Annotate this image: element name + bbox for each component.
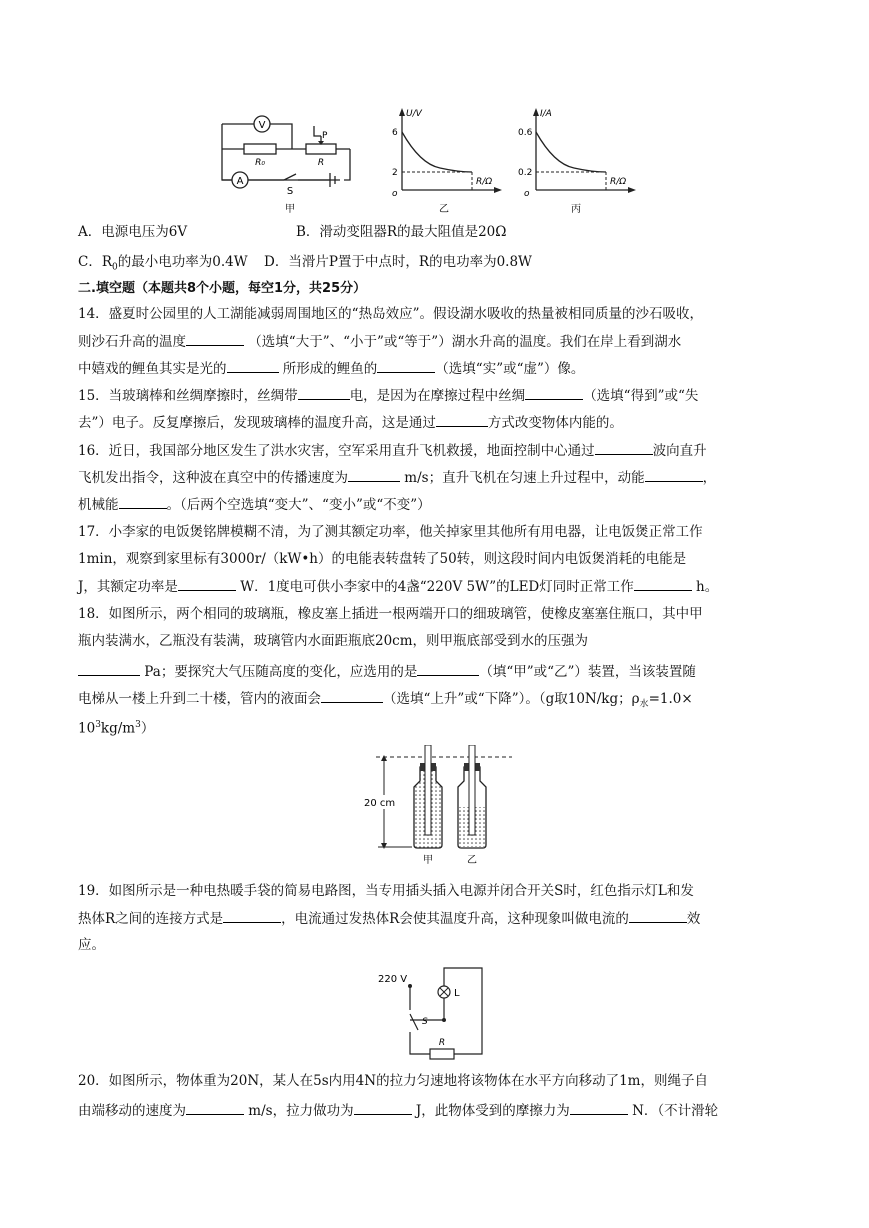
q17-line-1: 17．小李家的电饭煲铭牌模糊不清，为了测其额定功率，他关掉家里其他所有用电器，让电饭煲正常工作 <box>78 524 703 540</box>
answer-blank[interactable] <box>436 412 488 427</box>
q19-line-3: 应。 <box>78 937 105 953</box>
answer-blank[interactable] <box>525 385 583 400</box>
q14-line-1: 14．盛夏时公园里的人工湖能减弱周围地区的“热岛效应”。假设湖水吸收的热量被相同质量的沙石吸收， <box>78 306 703 322</box>
rheostat-r-label: R <box>317 158 325 168</box>
q17-line-2: 1min，观察到家里标有3000r/（kW•h）的电能表转盘转了50转，则这段时间内电饭煲消耗的电能是 <box>78 551 687 567</box>
answer-blank[interactable] <box>377 358 435 373</box>
q18-line-5: $10^3kg/m^3$） <box>78 720 155 737</box>
resistor-r0-label: R₀ <box>255 158 265 168</box>
answer-blank[interactable] <box>227 358 279 373</box>
q14-line-2: 则沙石升高的温度 （选填“大于”、“小于”或“等于”）湖水升高的温度。我们在岸上看到湖水 <box>78 331 681 352</box>
q19-line-2: 热体R之间的连接方式是 ，电流通过发热体R会使其温度升高，这种现象叫做电流的 效 <box>78 908 700 929</box>
hand-warmer-circuit <box>372 962 502 1066</box>
circuit-diagram-jia <box>214 108 364 218</box>
section-heading: 二.填空题（本题共8个小题，每空1分，共25分） <box>78 281 367 296</box>
q16-line-1: 16．近日，我国部分地区发生了洪水灾害，空军采用直升飞机救援，地面控制中心通过 波向直升 <box>78 440 707 461</box>
q20-line-2: 由端移动的速度为 m/s，拉力做功为 J，此物体受到的摩擦力为 N．（不计滑轮 <box>78 1100 718 1121</box>
graph-bing <box>508 102 648 218</box>
voltmeter-label: V <box>258 120 266 131</box>
answer-blank[interactable] <box>645 467 703 482</box>
q15-line-1: 15．当玻璃棒和丝绸摩擦时，丝绸带 电，是因为在摩擦过程中丝绸 （选填“得到”或“失 <box>78 385 698 406</box>
q20-line-1: 20．如图所示，物体重为20N，某人在5s内用4N的拉力匀速地将该物体在水平方向移动了1m，则绳子自 <box>78 1073 708 1089</box>
graph-yi-tick-mid: 2 <box>392 168 398 178</box>
q18-line-1: 18．如图所示，两个相同的玻璃瓶，橡皮塞上插进一根两端开口的细玻璃管，使橡皮塞塞住瓶口，其中甲 <box>78 606 703 622</box>
graph-yi-ylabel: U/V <box>406 109 422 119</box>
graph-yi-xlabel: R/Ω <box>476 177 493 187</box>
answer-blank[interactable] <box>570 1100 628 1115</box>
lamp-l-label: L <box>454 988 460 999</box>
q13-option-c: C．$R_0$的最小电功率为0.4W <box>78 254 248 273</box>
q16-line-2: 飞机发出指令，这种波在真空中的传播速度为 m/s；直升飞机在匀速上升过程中，动能 ， <box>78 467 716 488</box>
q18-line-4: 电梯从一楼上升到二十楼，管内的液面会 （选填“上升”或“下降”）。（g取10N/kg；$\rho_水=1.0\times$ <box>78 688 693 715</box>
q15-line-2: 去”）电子。反复摩擦后，发现玻璃棒的温度升高，这是通过 方式改变物体内能的。 <box>78 412 623 433</box>
answer-blank[interactable] <box>223 908 281 923</box>
figure-label-bing: 丙 <box>571 204 581 215</box>
answer-blank[interactable] <box>186 1100 244 1115</box>
answer-blank[interactable] <box>78 661 140 676</box>
answer-blank[interactable] <box>178 576 236 591</box>
q16-line-3: 机械能 。（后两个空选填“变大”、“变小”或“不变”） <box>78 494 431 515</box>
graph-yi-tick-top: 6 <box>392 128 398 138</box>
q13-option-d: D．当滑片P置于中点时，R的电功率为0.8W <box>264 254 532 270</box>
bottle-label-jia: 甲 <box>423 855 433 866</box>
q13-option-b: B．滑动变阻器R的最大阻值是20Ω <box>296 224 507 240</box>
bottle-label-yi: 乙 <box>467 855 477 866</box>
answer-blank[interactable] <box>186 331 244 346</box>
switch-s-label: S <box>286 186 294 197</box>
answer-blank[interactable] <box>354 1100 412 1115</box>
slider-p-label: P <box>322 131 328 141</box>
q14-line-3: 中嬉戏的鲤鱼其实是光的 所形成的鲤鱼的 （选填“实”或“虚”）像。 <box>78 358 584 379</box>
answer-blank[interactable] <box>595 440 653 455</box>
answer-blank[interactable] <box>417 661 479 676</box>
answer-blank[interactable] <box>298 385 350 400</box>
graph-bing-tick-top: 0.6 <box>518 128 533 138</box>
answer-blank[interactable] <box>348 467 400 482</box>
graph-bing-tick-mid: 0.2 <box>518 168 533 178</box>
q18-line-3: Pa；要探究大气压随高度的变化，应选用的是 （填“甲”或“乙”）装置，当该装置随 <box>78 661 696 682</box>
figure-label-jia: 甲 <box>285 204 295 215</box>
q19-line-1: 19．如图所示是一种电热暖手袋的简易电路图，当专用插头插入电源并闭合开关S时，红色指示灯L和发 <box>78 883 694 899</box>
answer-blank[interactable] <box>321 688 383 703</box>
graph-yi <box>380 102 510 218</box>
figure-label-yi: 乙 <box>439 204 449 215</box>
graph-bing-xlabel: R/Ω <box>610 177 627 187</box>
graph-yi-origin: o <box>392 189 398 199</box>
voltage-label: 220 V <box>378 974 408 985</box>
switch-s-label: S <box>422 1017 428 1027</box>
graph-bing-origin: o <box>524 189 530 199</box>
ammeter-label: A <box>236 176 244 187</box>
graph-bing-ylabel: I/A <box>540 109 552 119</box>
heater-r-label: R <box>438 1038 446 1048</box>
q18-line-2: 瓶内装满水，乙瓶没有装满，玻璃管内水面距瓶底20cm，则甲瓶底部受到水的压强为 <box>78 633 589 649</box>
height-label: 20 cm <box>364 798 396 809</box>
q13-option-a: A．电源电压为6V <box>78 224 188 240</box>
answer-blank[interactable] <box>119 494 167 509</box>
answer-blank[interactable] <box>634 576 692 591</box>
answer-blank[interactable] <box>629 908 687 923</box>
bottles-diagram <box>362 745 522 870</box>
q17-line-3: J，其额定功率是 W．1度电可供小李家中的4盏“220V 5W”的LED灯同时正常工作 h。 <box>78 576 718 597</box>
